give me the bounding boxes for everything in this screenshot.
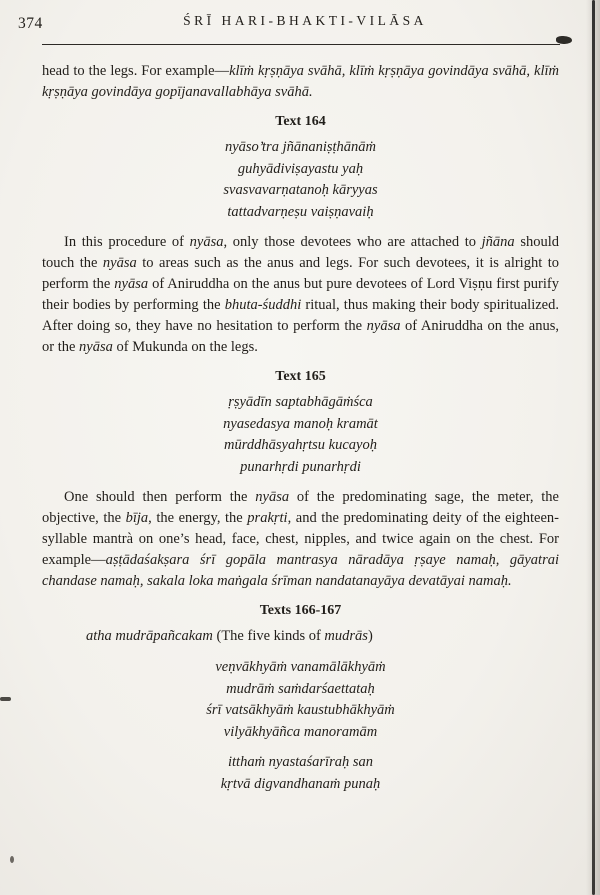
section-subheading (42, 626, 559, 647)
italic-text: bhuta-śuddhi (224, 297, 302, 313)
plain-text: head to the legs. For example— (42, 63, 230, 79)
scan-artifact-left-dash (0, 697, 11, 701)
running-title: ŚRĪ HARI-BHAKTI-VILĀSA (183, 13, 427, 28)
plain-text: In this procedure of (64, 234, 190, 250)
verse-line: guhyādiviṣayastu yaḥ (237, 160, 364, 177)
plain-text: ritual, thus making their body spiritualized. After doing so, they have no hesitation to perform the (42, 297, 559, 334)
italic-text: nyāsa (189, 234, 224, 250)
verse-line: mūrddhāsyahṛtsu kucayoḥ (224, 437, 377, 453)
italic-text: nyāsa (102, 255, 137, 271)
verse-line: kṛtvā digvandhanaṁ punaḥ (220, 775, 381, 792)
scan-artifact-left-dot (10, 856, 14, 863)
plain-text: of Mukunda on the legs. (112, 339, 258, 355)
plain-text: , and the predominating deity of the eighteen-syllable mantrà on one’s head, face, chest, nipples, and twice again on the chest. For example— (42, 510, 560, 568)
verse-line: itthaṁ nyastaśarīraḥ san (227, 754, 373, 770)
italic-text: nyāsa (114, 276, 149, 292)
plain-text: of Aniruddha on the anus, or the (42, 318, 559, 355)
verse-line: punarhṛdi punarhṛdi (240, 458, 361, 475)
italic-text: bīja (125, 510, 149, 526)
scan-artifact-right-edge-line (592, 0, 595, 895)
verse-stanza (42, 657, 559, 743)
verse-line: ṛṣyādīn saptabhāgāṁśca (228, 394, 373, 410)
verse-line: mudrāṁ saṁdarśaettataḥ (226, 680, 375, 697)
header-rule (42, 44, 560, 45)
verse-heading: Text 164 (275, 114, 326, 129)
page-number: 374 (18, 15, 43, 32)
scan-artifact-top-right-blob (556, 36, 572, 44)
verse-line: vilyākhyāñca manoramām (223, 723, 378, 740)
verse-line: nyasedasya manoḥ kramāt (223, 415, 378, 432)
verse-line: svasvavarṇatanoḥ kāryyas (223, 182, 378, 198)
italic-text: mudrās (324, 628, 368, 644)
paragraph (42, 487, 559, 592)
italic-text: jñāna (481, 234, 515, 250)
verse-stanza (42, 752, 559, 795)
italic-text: klīṁ kṛṣṇāya svāhā, klīṁ kṛṣṇāya govindāya svāhā, klīṁ kṛṣṇāya govindāya gopījanavallabhāya svāhā. (42, 63, 560, 100)
page-header (0, 0, 600, 37)
plain-text: of the predominating sage, the meter, the objective, the (42, 489, 559, 526)
plain-text: to areas such as the anus and legs. For such devotees, it is alright to perform the (42, 255, 559, 292)
plain-text: , the energy, the (148, 510, 248, 526)
italic-text: nyāsa (255, 489, 290, 505)
verse-heading: Text 165 (275, 369, 326, 384)
italic-text: aṣṭādaśakṣara śrī gopāla mantrasya nāradāya ṛṣaye namaḥ, gāyatrai chandase namaḥ, sakala loka maṅgala śrīman nandatanayāya devatāyai namaḥ. (42, 552, 559, 589)
verse-line: tattadvarṇeṣu vaiṣṇavaiḥ (227, 203, 374, 220)
scan-shadow-right (586, 0, 600, 895)
plain-text: , only those devotees who are attached to (223, 234, 482, 250)
verse-stanza (42, 137, 559, 223)
italic-text: nyāsa (79, 339, 113, 355)
plain-text: (The five kinds of (212, 628, 325, 644)
verse-line: veṇvākhyāṁ vanamālākhyāṁ (215, 659, 386, 675)
plain-text: should touch the (42, 234, 560, 271)
verse-line: śrī vatsākhyāṁ kaustubhākhyāṁ (206, 702, 395, 718)
plain-text: of Aniruddha on the anus but pure devotees of Lord Viṣṇu first purify their bodies by performing the (42, 276, 559, 313)
plain-text: ) (367, 628, 373, 644)
verse-line: nyāso’tra jñānaniṣṭhānāṁ (224, 139, 377, 155)
paragraph (42, 232, 559, 358)
italic-text: prakṛti (247, 510, 288, 526)
verse-heading: Texts 166-167 (259, 603, 342, 618)
page-content (42, 61, 559, 795)
plain-text: One should then perform the (64, 489, 256, 505)
paragraph (42, 61, 559, 103)
italic-text: nyāsa (366, 318, 401, 334)
verse-stanza (42, 392, 559, 478)
italic-text: atha mudrāpañcakam (86, 628, 213, 644)
